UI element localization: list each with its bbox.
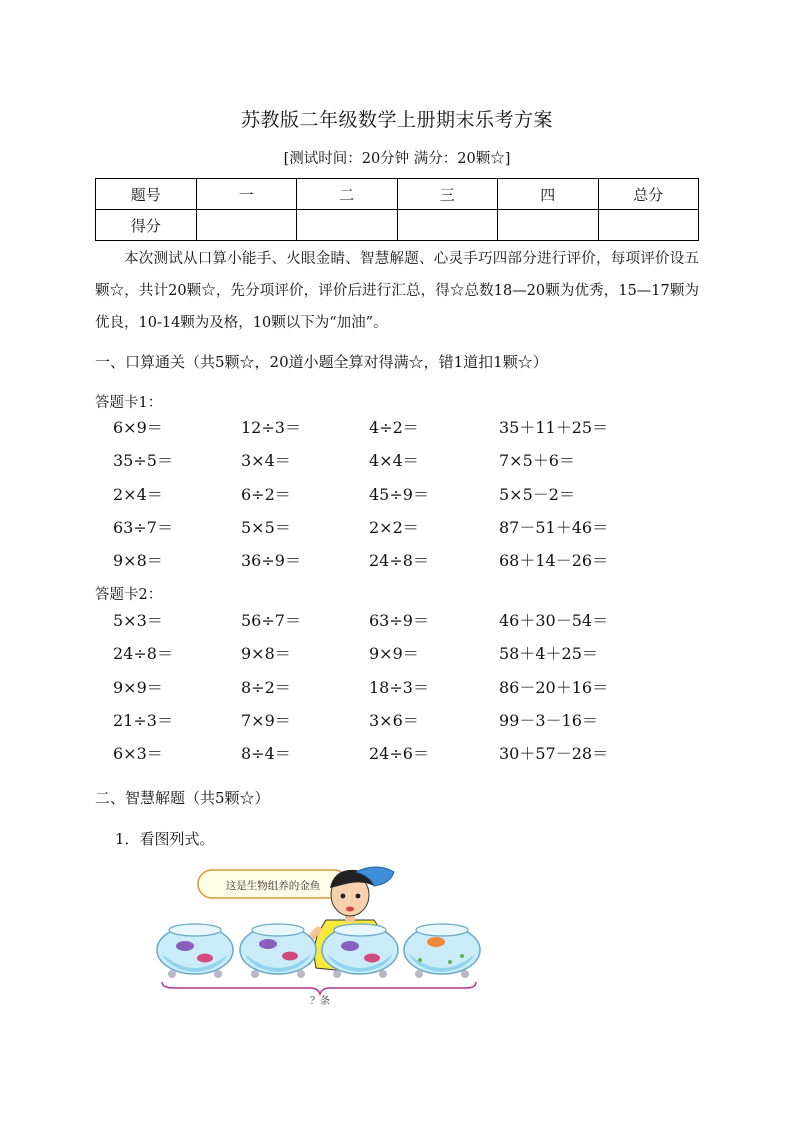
page-title: 苏教版二年级数学上册期末乐考方案 — [240, 109, 553, 131]
problem: 24÷6＝ — [369, 744, 429, 764]
score-cell[interactable] — [598, 210, 699, 241]
problem: 8÷2＝ — [241, 677, 291, 697]
test-info: [测试时间：20分钟 满分：20颗☆] — [283, 151, 511, 167]
problem: 24÷8＝ — [113, 644, 173, 664]
problem: 9×8＝ — [241, 644, 291, 664]
problem: 21÷3＝ — [113, 710, 173, 730]
problem: 18÷3＝ — [369, 677, 429, 697]
question-count-label: ？条 — [310, 996, 330, 1007]
problem: 63÷9＝ — [369, 611, 429, 630]
problem: 2×2＝ — [369, 517, 419, 537]
problem: 8÷4＝ — [241, 744, 291, 764]
header-cell: 题号 — [96, 179, 197, 210]
problem: 5×5＝ — [241, 517, 291, 537]
section1-heading: 一、口算通关（共5颗☆，20道小题全算对得满☆，错1道扣1颗☆） — [95, 353, 548, 371]
problem: 58＋4＋25＝ — [499, 644, 598, 664]
problem: 9×8＝ — [113, 551, 163, 571]
problem: 86－20＋16＝ — [499, 677, 609, 697]
problem: 6×3＝ — [113, 744, 163, 764]
fish-bowl — [404, 924, 480, 978]
intro-paragraph: 本次测试从口算小能手、火眼金睛、智慧解题、心灵手巧四部分进行评价，每项评价设五颗☆，共计20颗☆，先分项评价，评价后进行汇总，得☆总数18—20颗为优秀，15—17颗为优良，10-14颗为及格，10颗以下为“加油”。 — [95, 251, 699, 331]
problem: 7×5＋6＝ — [499, 451, 575, 471]
fish-bowl — [157, 924, 233, 978]
row-label-cell: 得分 — [96, 210, 197, 241]
score-cell[interactable] — [297, 210, 398, 241]
problem: 24÷8＝ — [369, 551, 429, 571]
problem: 45÷9＝ — [369, 484, 429, 504]
score-table — [95, 178, 699, 241]
problem: 56÷7＝ — [241, 611, 301, 630]
problem: 9×9＝ — [113, 677, 163, 697]
problem: 12÷3＝ — [241, 418, 301, 437]
problem: 2×4＝ — [113, 484, 163, 504]
score-cell[interactable] — [498, 210, 599, 241]
header-cell: 二 — [297, 179, 398, 210]
problem: 9×9＝ — [369, 644, 419, 664]
problem: 6×9＝ — [113, 418, 163, 437]
score-table-score-row — [96, 210, 699, 241]
problem: 3×4＝ — [241, 451, 291, 471]
problem: 63÷7＝ — [113, 517, 173, 537]
score-cell[interactable] — [196, 210, 297, 241]
problem: 4×4＝ — [369, 451, 419, 471]
speech-text: 这是生物组养的金鱼 — [225, 880, 321, 892]
score-table-header-row — [96, 179, 699, 210]
problem: 30＋57－28＝ — [499, 744, 609, 764]
score-cell[interactable] — [397, 210, 498, 241]
header-cell: 一 — [196, 179, 297, 210]
card1-label: 答题卡1： — [95, 395, 163, 411]
header-cell: 三 — [397, 179, 498, 210]
problem: 5×5－2＝ — [499, 484, 575, 504]
problem: 46＋30－54＝ — [499, 611, 609, 630]
header-cell: 四 — [498, 179, 599, 210]
problem: 35÷5＝ — [113, 451, 173, 471]
goldfish-illustration — [150, 858, 490, 1008]
problem: 68＋14－26＝ — [499, 551, 609, 571]
problem: 7×9＝ — [241, 710, 291, 730]
total-brace — [162, 982, 476, 994]
problem: 3×6＝ — [369, 710, 419, 730]
card2-label: 答题卡2： — [95, 587, 163, 603]
fish-bowl — [240, 924, 316, 978]
problem: 35＋11＋25＝ — [499, 418, 609, 437]
problem: 36÷9＝ — [241, 551, 301, 571]
problem: 4÷2＝ — [369, 418, 419, 437]
question-1: 1．看图列式。 — [115, 830, 215, 848]
problem: 99－3－16＝ — [499, 710, 598, 730]
problem: 87－51＋46＝ — [499, 517, 609, 537]
problem: 5×3＝ — [113, 611, 163, 630]
problem: 6÷2＝ — [241, 484, 291, 504]
section2-heading: 二、智慧解题（共5颗☆） — [95, 789, 270, 807]
header-cell: 总分 — [598, 179, 699, 210]
